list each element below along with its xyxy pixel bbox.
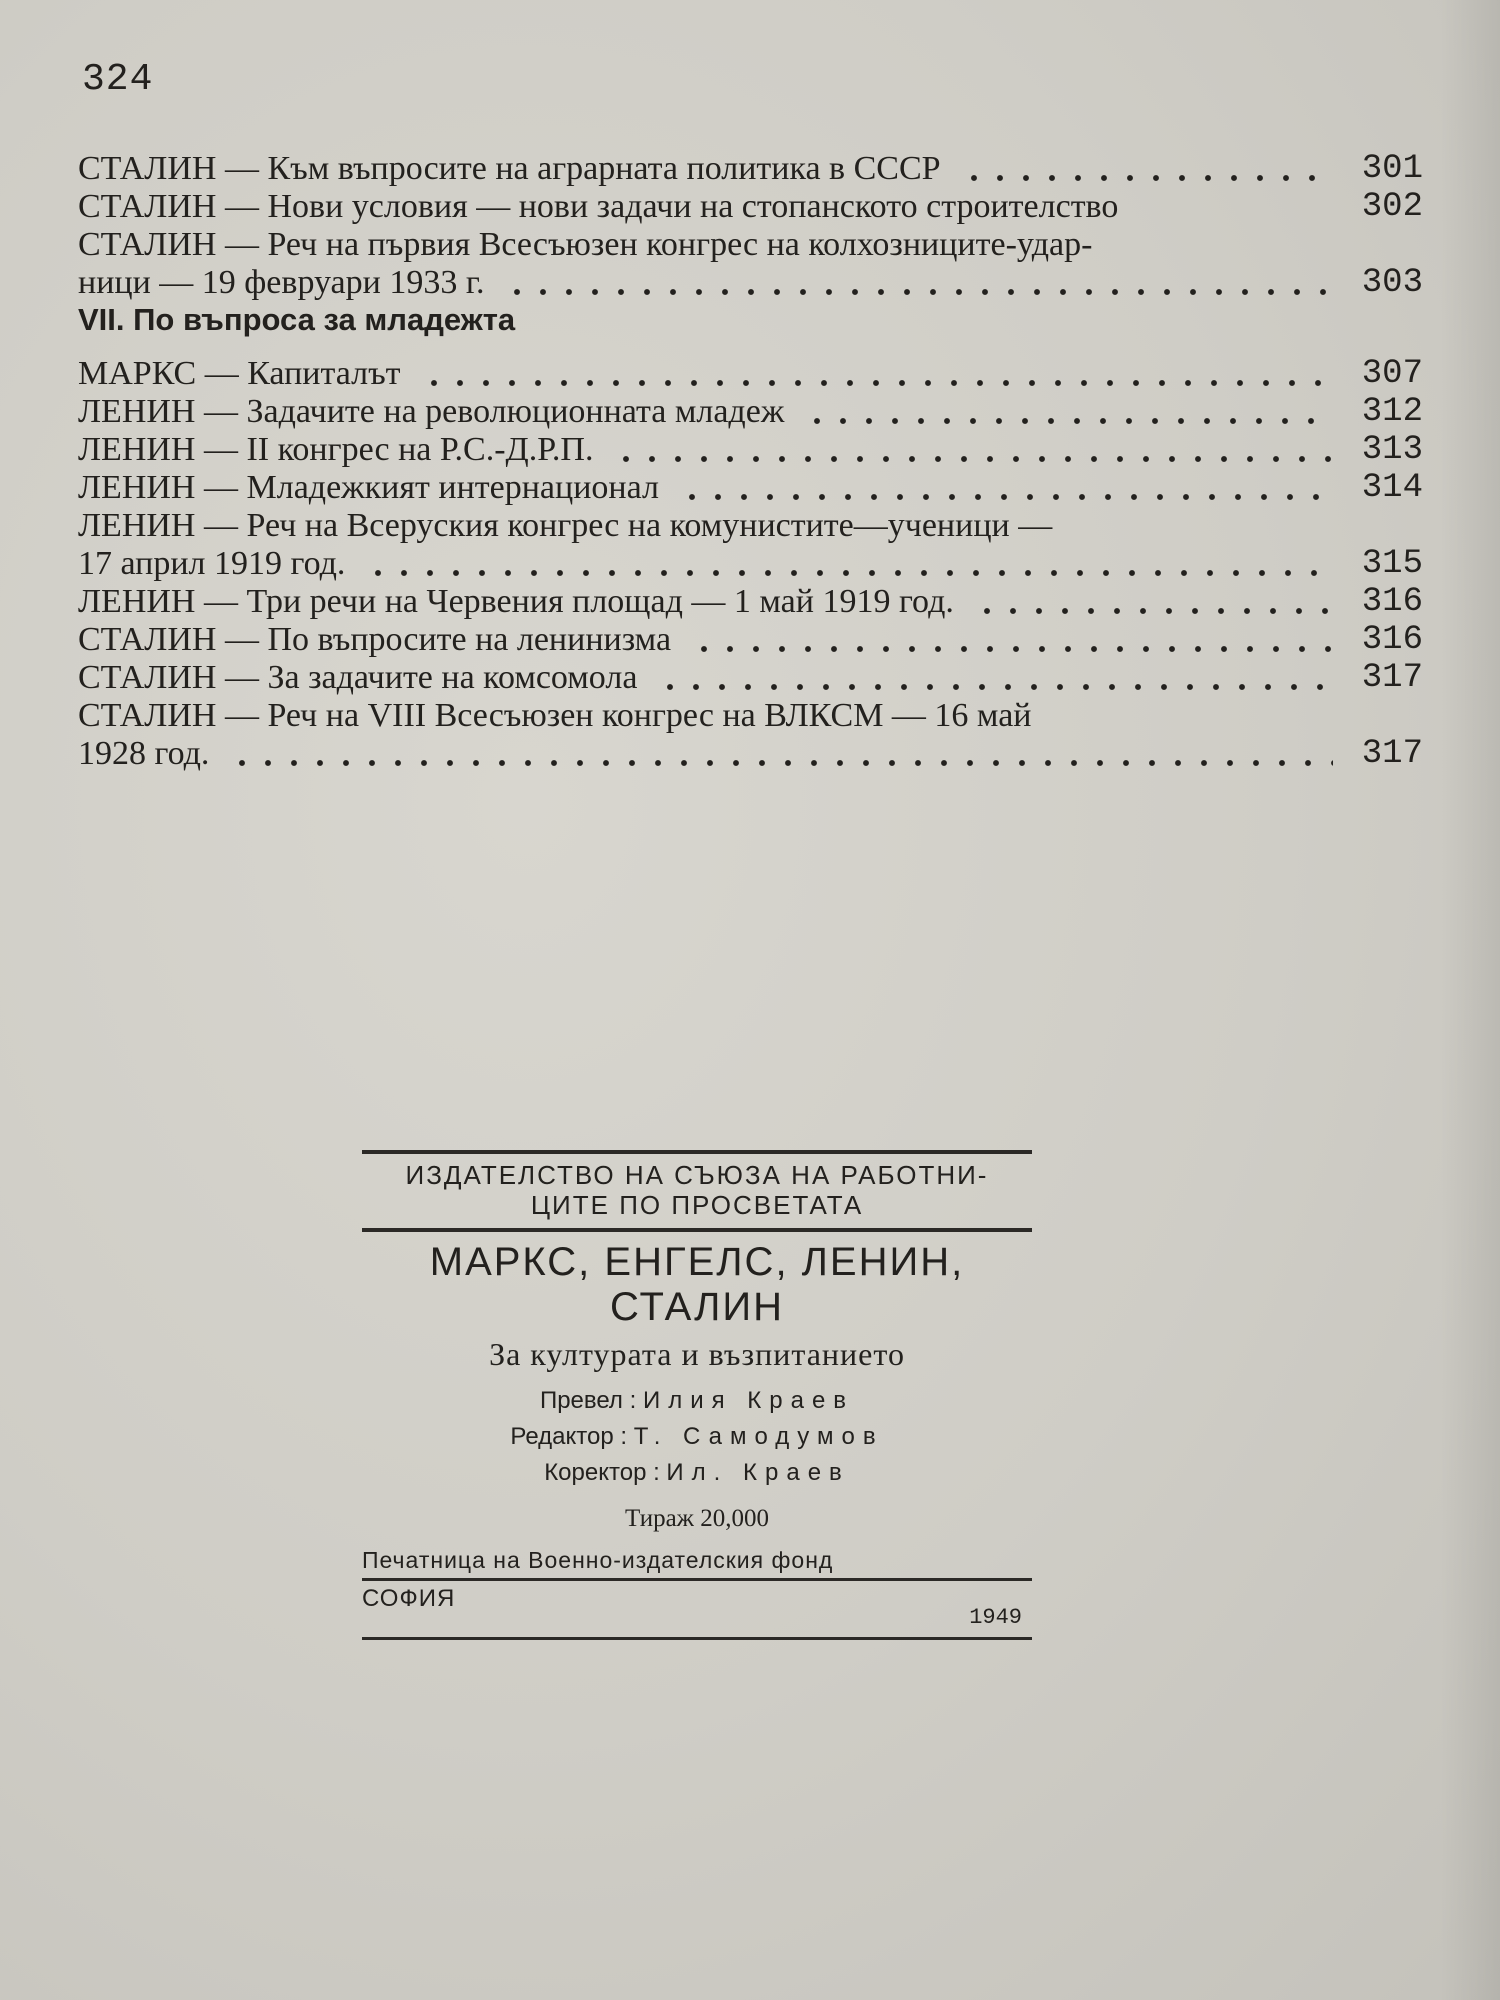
- toc-entry-title: СТАЛИН — Нови условия — нови задачи на стопанското строителство: [78, 188, 1119, 225]
- toc-entry-page: 316: [1361, 621, 1423, 659]
- toc-entry-page: 312: [1361, 393, 1423, 431]
- imprint-block: [362, 1150, 1032, 1640]
- dot-leader: [804, 417, 1333, 425]
- toc-entry-title: ници — 19 февруари 1933 г.: [78, 264, 485, 301]
- toc-entry-title: ЛЕНИН — Реч на Всеруския конгрес на комунистите—ученици —: [78, 507, 1053, 544]
- toc-entry: [78, 393, 1423, 431]
- city-year-row: [362, 1581, 1032, 1637]
- toc-entry-title: ЛЕНИН — Задачите на революционната младеж: [78, 393, 785, 430]
- toc-entry-page: 315: [1361, 545, 1423, 583]
- dot-leader: [613, 455, 1333, 463]
- editor-label: Редактор :: [510, 1423, 628, 1450]
- toc-entry: [78, 226, 1423, 264]
- toc-top-list: [78, 150, 1423, 302]
- dot-leader: [421, 379, 1333, 387]
- toc-entry: [78, 545, 1423, 583]
- toc-entry-page: 303: [1361, 264, 1423, 302]
- toc-entry-page: 307: [1361, 355, 1423, 393]
- dot-leader: [365, 569, 1333, 577]
- book-title: За културата и възпитанието: [489, 1336, 905, 1372]
- toc-entry: [78, 150, 1423, 188]
- toc-entry: [78, 735, 1423, 773]
- dot-leader: [504, 288, 1333, 296]
- publisher-name: [362, 1154, 1032, 1228]
- toc-entry-page: 301: [1361, 150, 1423, 188]
- publication-city: СОФИЯ: [362, 1585, 456, 1612]
- toc-section-list: [78, 355, 1423, 773]
- dot-leader: [691, 645, 1333, 653]
- toc-entry-page: 313: [1361, 431, 1423, 469]
- toc-entry-page: 302: [1361, 188, 1423, 226]
- toc-entry: [78, 264, 1423, 302]
- toc-entry: [78, 188, 1423, 226]
- toc-entry-title: ЛЕНИН — Три речи на Червения площад — 1 май 1919 год.: [78, 583, 954, 620]
- toc-entry-title: ЛЕНИН — Младежкият интернационал: [78, 469, 659, 506]
- dot-leader: [679, 493, 1333, 501]
- toc-entry: [78, 469, 1423, 507]
- proofreader-credit: [362, 1455, 1032, 1491]
- dot-leader: [229, 759, 1333, 767]
- dot-leader: [961, 174, 1333, 182]
- proofreader-label: Коректор :: [544, 1459, 660, 1486]
- toc-entry: [78, 583, 1423, 621]
- toc-entry: [78, 355, 1423, 393]
- toc-entry-title: ЛЕНИН — II конгрес на Р.С.-Д.Р.П.: [78, 431, 594, 468]
- translator-credit: [362, 1383, 1032, 1419]
- publisher-line-2: ЦИТЕ ПО ПРОСВЕТАТА: [530, 1190, 864, 1220]
- editor-credit: [362, 1419, 1032, 1455]
- toc-entry-page: 314: [1361, 469, 1423, 507]
- dot-leader: [974, 607, 1333, 615]
- toc-entry: [78, 659, 1423, 697]
- section-heading: VII. По въпроса за младежта: [78, 302, 516, 337]
- page-shadow: [1440, 0, 1500, 2000]
- toc-entry: [78, 621, 1423, 659]
- toc-entry-title: 17 април 1919 год.: [78, 545, 346, 582]
- toc-entry-title: МАРКС — Капиталът: [78, 355, 401, 392]
- toc-entry: [78, 507, 1423, 545]
- toc-entry-title: СТАЛИН — Към въпросите на аграрната политика в СССР: [78, 150, 941, 187]
- toc-entry: [78, 431, 1423, 469]
- toc-entry-page: 317: [1361, 735, 1423, 773]
- toc-entry-page: 317: [1361, 659, 1423, 697]
- publisher-line-1: ИЗДАТЕЛСТВО НА СЪЮЗА НА РАБОТНИ-: [405, 1160, 989, 1190]
- printer-name: Печатница на Военно-издателския фонд: [362, 1547, 834, 1573]
- dot-leader: [657, 683, 1333, 691]
- toc-entry-title: СТАЛИН — Реч на първия Всесъюзен конгрес на колхозниците-удар-: [78, 226, 1093, 263]
- toc-entry-title: СТАЛИН — По въпросите на ленинизма: [78, 621, 672, 658]
- translator-label: Превел :: [539, 1387, 637, 1414]
- toc-entry-title: 1928 год.: [78, 735, 210, 772]
- translator-name: Илия Краев: [642, 1387, 855, 1414]
- page-number: 324: [82, 58, 154, 101]
- publication-year: 1949: [969, 1605, 1022, 1630]
- toc-entry-title: СТАЛИН — Реч на VIII Всесъюзен конгрес на ВЛКСМ — 16 май: [78, 697, 1032, 734]
- print-run: Тираж 20,000: [625, 1505, 769, 1532]
- imprint-rule-bottom: [362, 1637, 1032, 1640]
- proofreader-name: Ил. Краев: [666, 1459, 850, 1486]
- toc-entry-title: СТАЛИН — За задачите на комсомола: [78, 659, 638, 696]
- book-authors: МАРКС, ЕНГЕЛС, ЛЕНИН, СТАЛИН: [429, 1240, 965, 1329]
- editor-name: Т. Самодумов: [633, 1423, 884, 1450]
- toc-entry-page: 316: [1361, 583, 1423, 621]
- toc-entry: [78, 697, 1423, 735]
